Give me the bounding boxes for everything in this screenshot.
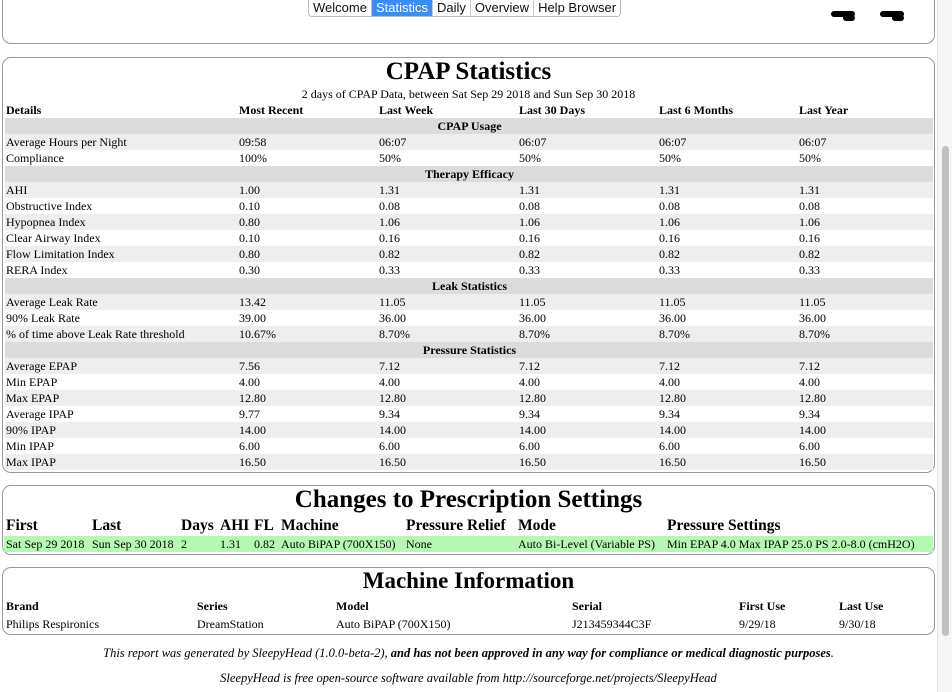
metric-value: 9.77 [239,407,260,421]
metric-value: 10.67% [238,326,378,342]
metric-value: 50% [519,151,541,165]
column-header: Last 6 Months [659,103,734,117]
metric-value: 0.16 [519,231,540,245]
metric-label: 90% IPAP [5,422,238,438]
statistics-table [5,102,933,470]
metric-label: Average EPAP [5,358,238,374]
metric-value: 11.05 [798,294,933,310]
column-header: Last 30 Days [519,103,586,117]
column-header: Most Recent [239,103,304,117]
table-cell: Philips Respironics [6,616,100,631]
column-header: Last Year [799,103,849,117]
metric-value: 0.82 [378,246,518,262]
section-title: Pressure Statistics [5,342,933,358]
metric-value: 50% [379,151,401,165]
metric-value: 14.00 [238,422,378,438]
metric-value: 7.56 [238,358,378,374]
metric-value: 1.31 [378,182,518,198]
metric-value: 36.00 [379,311,406,325]
stats-title: CPAP Statistics [385,58,552,85]
metric-value: 12.80 [798,390,933,406]
tab-statistics[interactable]: Statistics [372,0,433,16]
metric-value: 0.80 [238,214,378,230]
section-header-row [5,278,933,294]
table-cell: Sun Sep 30 2018 [90,536,179,552]
metric-value: 6.00 [799,439,820,453]
metric-value: 9.34 [379,407,400,421]
metric-value: 1.31 [658,182,798,198]
metric-value: 14.00 [378,422,518,438]
metric-label: Min IPAP [6,439,54,453]
metric-value: 0.33 [379,263,400,277]
tab-welcome[interactable]: Welcome [309,0,372,16]
table-row [5,150,933,166]
table-row [5,615,933,633]
table-row [5,262,933,278]
metric-value: 0.16 [379,231,400,245]
metric-label: % of time above Leak Rate threshold [5,326,238,342]
column-header: Days [181,517,214,534]
metric-value: 12.80 [378,390,518,406]
metric-value: 50% [659,151,681,165]
scrollbar-thumb[interactable] [942,146,949,636]
table-header-row [4,516,933,536]
tab-help-browser[interactable]: Help Browser [538,0,617,15]
metric-value: 0.33 [519,263,540,277]
metric-value: 14.00 [518,422,658,438]
metric-value: 8.70% [378,326,518,342]
column-header: Last Use [839,598,884,613]
metric-value: 4.00 [799,375,820,389]
metric-value: 12.80 [658,390,798,406]
prescription-title: Changes to Prescription Settings [294,486,643,513]
metric-value: 6.00 [239,439,260,453]
table-cell: DreamStation [197,616,264,631]
table-cell: Auto Bi-Level (Variable PS) [516,536,665,552]
report-disclaimer [0,646,937,661]
metric-value: 36.00 [799,311,826,325]
tab-daily[interactable]: Daily [433,0,471,16]
metric-value: 16.50 [658,454,798,470]
column-header: Model [336,598,369,613]
column-header: AHI [220,517,250,534]
metric-value: 8.70% [798,326,933,342]
section-header-row [5,166,933,182]
metric-value: 9.34 [519,407,540,421]
metric-value: 1.06 [798,214,933,230]
metric-value: 4.00 [519,375,540,389]
table-cell: 2 [179,536,218,552]
metric-value: 0.08 [379,199,400,213]
table-row [5,134,933,150]
metric-value: 11.05 [518,294,658,310]
metric-value: 1.06 [518,214,658,230]
metric-label: Max EPAP [5,390,238,406]
table-cell: Min EPAP 4.0 Max IPAP 25.0 PS 2.0-8.0 (cmH2O) [665,536,933,552]
column-header: Pressure Relief [406,517,506,534]
metric-value: 7.12 [658,358,798,374]
metric-value: 6.00 [379,439,400,453]
metric-value: 11.05 [378,294,518,310]
table-cell: Auto BiPAP (700X150) [279,536,404,552]
table-cell: None [404,536,516,552]
section-title: CPAP Usage [5,118,933,134]
metric-value: 0.82 [518,246,658,262]
column-header: FL [254,517,274,534]
metric-value: 14.00 [658,422,798,438]
metric-value: 50% [799,151,821,165]
disclaimer-bold-text: and has not been approved in any way for compliance or medical diagnostic purposes [390,646,831,660]
metric-value: 16.50 [798,454,933,470]
table-row [5,198,933,214]
metric-value: 0.10 [239,231,260,245]
metric-value: 1.00 [238,182,378,198]
metric-value: 9.34 [659,407,680,421]
stats-subtitle: 2 days of CPAP Data, between Sat Sep 29 2018 and Sun Sep 30 2018 [301,87,636,101]
table-row [4,536,933,552]
column-header: Last [92,517,122,534]
sleepyhead-logo-icon [829,9,857,23]
metric-value: 0.08 [659,199,680,213]
metric-value: 0.30 [239,263,260,277]
table-cell: Sat Sep 29 2018 [4,536,90,552]
table-row [5,294,933,310]
column-header: Pressure Settings [667,517,781,534]
tab-bar [308,0,621,17]
metric-value: 0.33 [799,263,820,277]
table-row [5,246,933,262]
column-header: Serial [572,598,602,613]
metric-value: 06:07 [518,134,658,150]
machine-title: Machine Information [362,568,575,593]
metric-value: 1.06 [658,214,798,230]
section-title: Leak Statistics [5,278,933,294]
software-info: SleepyHead is free open-source software available from http://sourceforge.net/projects/SleepyHead [220,671,717,685]
column-header: Machine [281,517,339,534]
table-row [5,422,933,438]
table-cell: Auto BiPAP (700X150) [336,616,451,631]
metric-label: AHI [5,182,238,198]
machine-info-panel [2,567,935,635]
metric-value: 0.16 [659,231,680,245]
column-header: First Use [739,598,786,613]
metric-label: Flow Limitation Index [5,246,238,262]
table-header-row [5,597,933,615]
metric-value: 13.42 [238,294,378,310]
column-header: Mode [518,517,556,534]
metric-value: 4.00 [659,375,680,389]
metric-value: 4.00 [239,375,260,389]
metric-value: 1.31 [518,182,658,198]
metric-value: 0.16 [799,231,820,245]
table-row [5,326,933,342]
machine-table [5,597,933,633]
table-header-row [5,102,933,118]
metric-value: 11.05 [658,294,798,310]
metric-label: Hypopnea Index [5,214,238,230]
section-header-row [5,342,933,358]
metric-value: 14.00 [798,422,933,438]
metric-value: 36.00 [519,311,546,325]
metric-value: 4.00 [379,375,400,389]
table-cell: 9/30/18 [839,616,876,631]
metric-label: Obstructive Index [6,199,93,213]
vertical-scrollbar[interactable] [937,0,952,692]
metric-value: 06:07 [378,134,518,150]
prescription-panel [2,485,935,555]
section-title: Therapy Efficacy [5,166,933,182]
metric-value: 12.80 [518,390,658,406]
table-row [5,230,933,246]
metric-value: 12.80 [238,390,378,406]
table-row [5,390,933,406]
metric-value: 8.70% [518,326,658,342]
column-header: Last Week [379,103,434,117]
metric-value: 0.33 [659,263,680,277]
table-row [5,454,933,470]
metric-value: 7.12 [518,358,658,374]
table-cell: J213459344C3F [572,616,652,631]
metric-value: 06:07 [658,134,798,150]
sleepyhead-logo-icon [878,9,906,23]
table-cell: 1.31 [218,536,252,552]
metric-label: Min EPAP [6,375,58,389]
disclaimer-period: . [830,646,834,660]
metric-label: 90% Leak Rate [6,311,80,325]
section-header-row [5,118,933,134]
table-cell: 9/29/18 [739,616,776,631]
metric-value: 0.82 [798,246,933,262]
metric-value: 9.34 [799,407,820,421]
metric-value: 8.70% [658,326,798,342]
metric-value: 0.10 [239,199,260,213]
metric-value: 06:07 [798,134,933,150]
table-row [5,182,933,198]
metric-value: 0.82 [658,246,798,262]
disclaimer-text: This report was generated by SleepyHead (1.0.0-beta-2), [103,646,391,660]
metric-value: 7.12 [378,358,518,374]
metric-label: Compliance [6,151,64,165]
metric-value: 100% [239,151,267,165]
metric-value: 6.00 [659,439,680,453]
metric-value: 0.80 [238,246,378,262]
metric-value: 16.50 [238,454,378,470]
prescription-table [4,516,933,552]
table-row [5,406,933,422]
metric-value: 7.12 [798,358,933,374]
metric-value: 1.06 [378,214,518,230]
table-row [5,374,933,390]
column-header: Brand [6,598,39,613]
column-header: First [6,517,38,534]
metric-label: Average Hours per Night [5,134,238,150]
metric-value: 16.50 [378,454,518,470]
tab-overview[interactable]: Overview [471,0,534,16]
metric-label: Clear Airway Index [6,231,101,245]
metric-label: Average IPAP [6,407,74,421]
cpap-statistics-panel [2,57,935,473]
metric-value: 39.00 [239,311,266,325]
column-header: Details [6,103,42,117]
metric-value: 0.08 [799,199,820,213]
metric-label: RERA Index [6,263,68,277]
table-cell: 0.82 [252,536,279,552]
metric-label: Max IPAP [5,454,238,470]
table-row [5,310,933,326]
metric-value: 0.08 [519,199,540,213]
table-row [5,358,933,374]
metric-value: 09:58 [238,134,378,150]
metric-value: 36.00 [659,311,686,325]
column-header: Series [197,598,228,613]
table-row [5,438,933,454]
metric-value: 1.31 [798,182,933,198]
metric-value: 6.00 [519,439,540,453]
metric-value: 16.50 [518,454,658,470]
table-row [5,214,933,230]
metric-label: Average Leak Rate [5,294,238,310]
